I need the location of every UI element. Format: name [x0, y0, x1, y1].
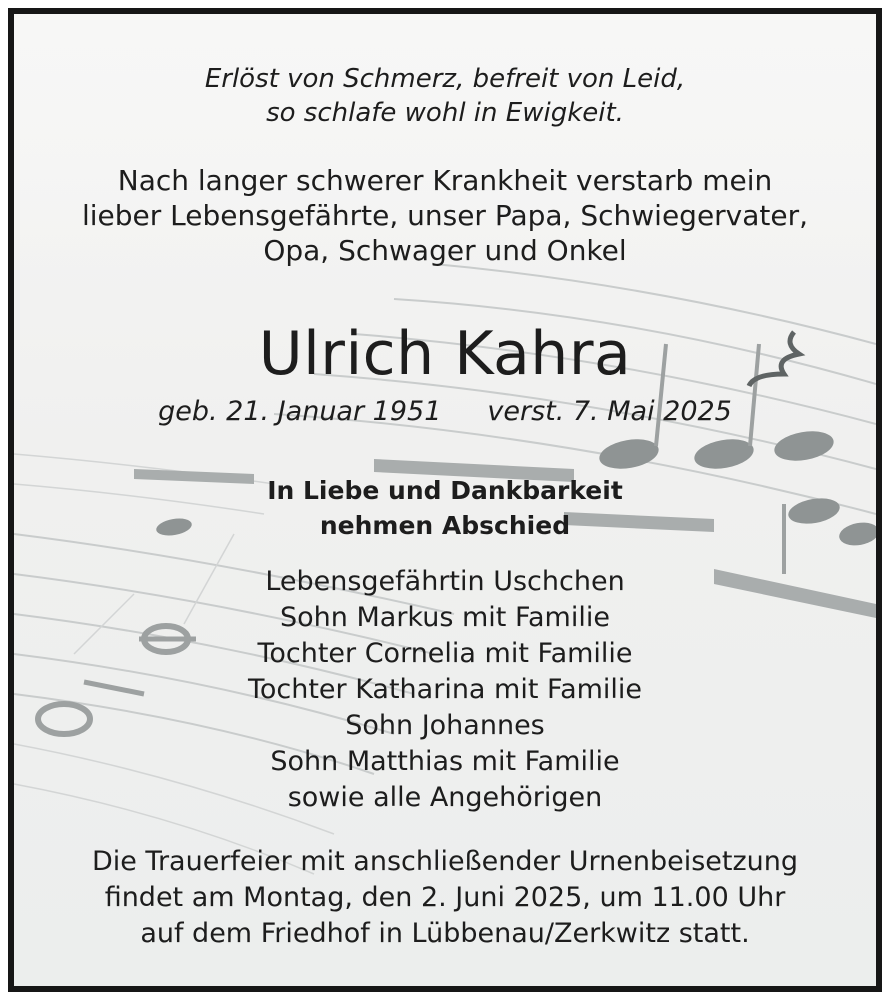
mourner-item: sowie alle Angehörigen — [287, 782, 603, 813]
mourner-item: Sohn Markus mit Familie — [280, 602, 610, 633]
mourner-item: Sohn Johannes — [345, 710, 545, 741]
obituary-text — [14, 14, 876, 986]
birth-date: geb. 21. Januar 1951 — [158, 396, 442, 427]
verse-line: Erlöst von Schmerz, befreit von Leid, — [204, 64, 686, 94]
intro-line: lieber Lebensgefährte, unser Papa, Schwiegervater, — [81, 199, 809, 232]
ceremony-line: findet am Montag, den 2. Juni 2025, um 11.00 Uhr — [104, 882, 786, 913]
farewell-line: In Liebe und Dankbarkeit — [267, 476, 623, 505]
deceased-name: Ulrich Kahra — [258, 319, 632, 389]
obituary-card — [8, 8, 882, 992]
mourner-item: Sohn Matthias mit Familie — [270, 746, 620, 777]
mourner-item: Tochter Katharina mit Familie — [247, 674, 643, 705]
life-dates — [14, 396, 876, 427]
intro-line: Nach langer schwerer Krankheit verstarb mein — [117, 164, 773, 197]
mourner-item: Tochter Cornelia mit Familie — [257, 638, 633, 669]
farewell-line: nehmen Abschied — [319, 511, 571, 540]
mourner-item: Lebensgefährtin Uschchen — [265, 566, 625, 597]
verse-line: so schlafe wohl in Ewigkeit. — [266, 98, 624, 128]
ceremony-line: auf dem Friedhof in Lübbenau/Zerkwitz statt. — [140, 918, 750, 949]
death-date: verst. 7. Mai 2025 — [487, 396, 732, 427]
ceremony-line: Die Trauerfeier mit anschließender Urnenbeisetzung — [91, 846, 799, 877]
intro-line: Opa, Schwager und Onkel — [263, 234, 627, 267]
